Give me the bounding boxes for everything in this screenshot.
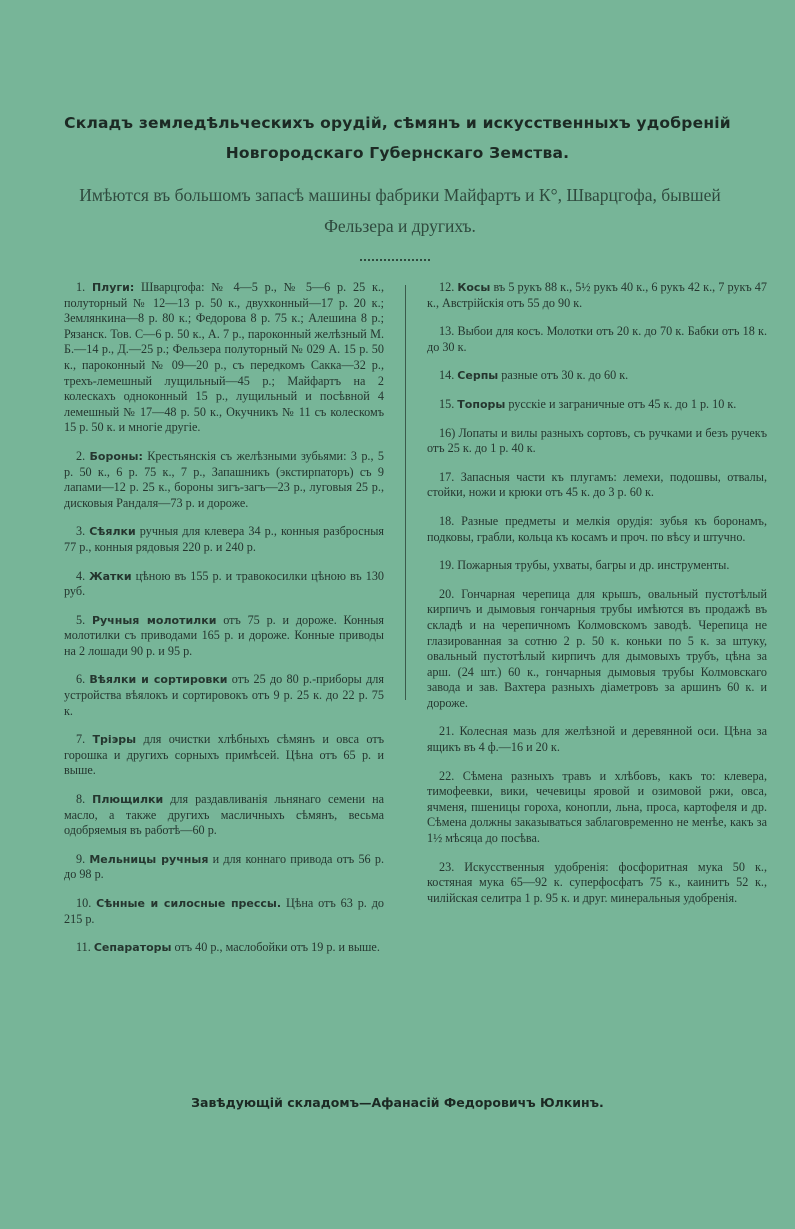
footer-signature: Завѣдующій складомъ—Афанасій Федоровичъ Юлкинъ. — [191, 1095, 604, 1110]
item-heading: Вѣялки и сортировки — [89, 673, 228, 687]
item-description: для раздавливанія льнянаго семени на масло, а также другихъ масличныхъ сѣмянъ, весьма одобряемыя въ работѣ—60 р. — [64, 792, 385, 838]
item-heading: Плуги: — [91, 281, 135, 294]
item-number: 10. — [76, 896, 92, 910]
item-description: Крестьянскія съ желѣзными зубьями: 3 р., 5 р. 50 к., 6 р. 75 к., 7 р., Запашникъ (экстирпаторъ) съ 9 лапами—12 р. 25 к., бороны зигъ-загъ—23 р., луговыя 25 р., дисковыя Рандаля—73 р. и дороже. — [64, 448, 385, 510]
item-description: разные отъ 30 к. до 60 к. — [498, 368, 629, 383]
item-heading: Сепараторы — [93, 941, 172, 955]
price-list-item — [64, 613, 384, 660]
price-list-item — [427, 514, 767, 545]
item-number: 23. — [439, 859, 455, 874]
price-list-item — [64, 449, 384, 511]
price-list-item — [427, 724, 767, 755]
column-divider — [405, 285, 406, 700]
item-description: цѣною въ 155 р. и травокосилки цѣною въ 130 руб. — [64, 568, 385, 599]
item-heading: Топоры — [457, 397, 506, 411]
item-heading: Жатки — [89, 569, 132, 583]
item-number: 22. — [439, 768, 455, 783]
item-heading: Тріэры — [92, 733, 137, 747]
decorative-divider — [360, 259, 430, 261]
item-description: русскіе и заграничные отъ 45 к. до 1 р. 10 к. — [505, 396, 737, 411]
item-heading: Бороны: — [89, 449, 143, 463]
price-list-item — [427, 397, 767, 413]
item-description: для очистки хлѣбныхъ сѣмянъ и овса отъ горошка и другихъ сорныхъ примѣсей. Цѣна отъ 65 р. и выше. — [64, 732, 384, 778]
item-number: 2. — [76, 448, 86, 463]
price-list-item — [64, 732, 384, 779]
price-list-item — [64, 792, 384, 839]
price-list-item — [427, 470, 767, 501]
item-heading: Ручныя молотилки — [91, 613, 217, 627]
item-number: 14. — [439, 368, 455, 383]
item-description: Искусственныя удобренія: фосфоритная мука 50 к., костяная мука 65—92 к. суперфосфатъ 75 к., каинитъ 52 к., чилійская селитра 1 р. 95 к. и друг. минеральныя удобренія. — [427, 859, 767, 905]
item-number: 5. — [76, 612, 86, 627]
item-description: въ 5 рукъ 88 к., 5½ рукъ 40 к., 6 рукъ 42 к., 7 рукъ 47 к., Австрійскія отъ 55 до 90 к. — [427, 280, 767, 310]
item-number: 1. — [76, 280, 86, 294]
price-list-item — [427, 426, 767, 457]
item-heading: Косы — [457, 281, 491, 294]
item-description: Выбои для косъ. Молотки отъ 20 к. до 70 к. Бабки отъ 18 к. до 30 к. — [427, 324, 768, 354]
item-heading: Сѣнные и силосные прессы. — [96, 897, 282, 910]
page-subtitle: Имѣются въ большомъ запасѣ машины фабрики Майфартъ и К°, Шварцгофа, бывшей Фельзера и другихъ. — [79, 185, 721, 236]
item-number: 21. — [439, 724, 455, 739]
price-list-item — [64, 524, 384, 555]
item-description: Лопаты и вилы разныхъ сортовъ, съ ручками и безъ ручекъ отъ 25 к. до 1 р. 40 к. — [427, 425, 767, 456]
item-number: 18. — [439, 513, 455, 528]
item-number: 12. — [439, 280, 455, 294]
item-description: Пожарныя трубы, ухваты, багры и др. инструменты. — [457, 558, 730, 573]
item-number: 7. — [76, 732, 86, 747]
item-number: 19. — [439, 558, 455, 573]
price-list-item — [427, 769, 767, 847]
item-description: Шварцгофа: № 4—5 р., № 5—6 р. 25 к., полуторный № 12—13 р. 50 к., двухконный—17 р. 20 к.; Землянкина—8 р. 80 к.; Федорова 8 р. 75 к.; Алешина 8 р.; Рязанск. Тов. С—6 р. 50 к., А. 7 р., пароконный желѣзный М. Б.—14 р., Д.—25 р.; Фельзера полуторный № 029 А. 15 р. 50 к., пароконный № 09—20 р., съ передкомъ Сакка—32 р., трехъ-лемешный лущильный—45 р.; Майфартъ на 2 колескахъ одноконный 15 р., лущильный и посѣвной 4 лемешный № 17—48 р. 50 к., Окучникъ № 11 съ колескомъ 15 р. 50 к. и многіе другіе. — [64, 280, 384, 435]
item-number: 8. — [76, 792, 86, 807]
item-heading: Плющилки — [92, 793, 164, 807]
price-list-item — [64, 896, 384, 927]
item-number: 6. — [76, 672, 86, 687]
price-list-item — [427, 558, 767, 574]
price-list-item — [427, 324, 767, 355]
item-number: 9. — [76, 851, 86, 866]
item-number: 15. — [439, 396, 455, 411]
price-list-item — [64, 852, 384, 883]
price-list-item — [64, 940, 384, 956]
item-number: 4. — [76, 568, 86, 583]
item-description: отъ 40 р., маслобойки отъ 19 р. и выше. — [171, 940, 380, 955]
price-list-item — [64, 280, 384, 436]
item-description: Сѣмена разныхъ травъ и хлѣбовъ, какъ то: клевера, тимофеевки, вики, чечевицы яровой и озимовой ржи, овса, ячменя, пшеницы гороха, конопли, льна, проса, картофеля и др. Сѣмена должны заказываться заблаговременно не менѣе, какъ за 1½ мѣсяца до посѣва. — [427, 768, 768, 846]
item-description: Запасныя части къ плугамъ: лемехи, подошвы, отвалы, стойки, ножи и крюки отъ 45 к. до 3 р. 60 к. — [427, 469, 767, 500]
item-number: 20. — [439, 586, 455, 601]
item-heading: Сѣялки — [89, 525, 136, 539]
item-number: 16) — [439, 425, 456, 440]
price-list-item — [427, 368, 767, 384]
item-description: Гончарная черепица для крышъ, овальный пустотѣлый кирпичъ и дымовыя гончарныя трубы имѣются въ продажѣ въ складѣ и на черепичномъ Колмовскомъ заводѣ. Черепица не глазированная за сотню 2 р. 50 к. коньки по 5 к. за штуку, овальный пустотѣлый кирпичъ для дымовыхъ трубъ, цѣна за арш. (24 шт.) 60 к., гончарныя дымовыя трубы Колмовскаго завода и зав. Вахтера разныхъ діаметровъ за аршинъ 60 к. и дороже. — [427, 586, 768, 710]
item-number: 11. — [76, 940, 91, 955]
item-heading: Мельницы ручныя — [89, 852, 209, 866]
item-description: отъ 25 до 80 р.-приборы для устройства вѣялокъ и сортировокъ отъ 9 р. 25 к. до 22 р. 75 к. — [64, 672, 384, 718]
price-list-item — [427, 587, 767, 712]
item-description: ручныя для клевера 34 р., конныя разбросныя 77 р., конныя рядовыя 220 р. и 240 р. — [64, 524, 385, 554]
item-number: 17. — [439, 469, 455, 484]
price-list-item — [64, 569, 384, 600]
price-list-item — [64, 672, 384, 719]
right-column — [427, 280, 767, 919]
item-description: Цѣна отъ 63 р. до 215 р. — [64, 896, 385, 926]
price-list-item — [427, 860, 767, 907]
item-description: Разные предметы и мелкія орудія: зубья къ боронамъ, подковы, грабли, кольца къ косамъ и проч. по вѣсу и штучно. — [427, 513, 768, 544]
item-number: 3. — [76, 524, 86, 539]
item-description: отъ 75 р. и дороже. Конныя молотилки съ приводами 165 р. и дороже. Конные приводы на 2 лошади 90 р. и 95 р. — [64, 612, 385, 658]
page-title: Складъ земледѣльческихъ орудій, сѣмянъ и искусственныхъ удобреній Новгородскаго Губернскаго Земства. — [64, 114, 731, 162]
price-list-item — [427, 280, 767, 311]
item-number: 13. — [439, 324, 455, 339]
item-heading: Серпы — [457, 369, 499, 383]
item-description: и для коннаго привода отъ 56 р. до 98 р. — [64, 851, 384, 882]
item-description: Колесная мазь для желѣзной и деревянной оси. Цѣна за ящикъ въ 4 ф.—16 и 20 к. — [427, 724, 767, 755]
left-column — [64, 280, 384, 969]
